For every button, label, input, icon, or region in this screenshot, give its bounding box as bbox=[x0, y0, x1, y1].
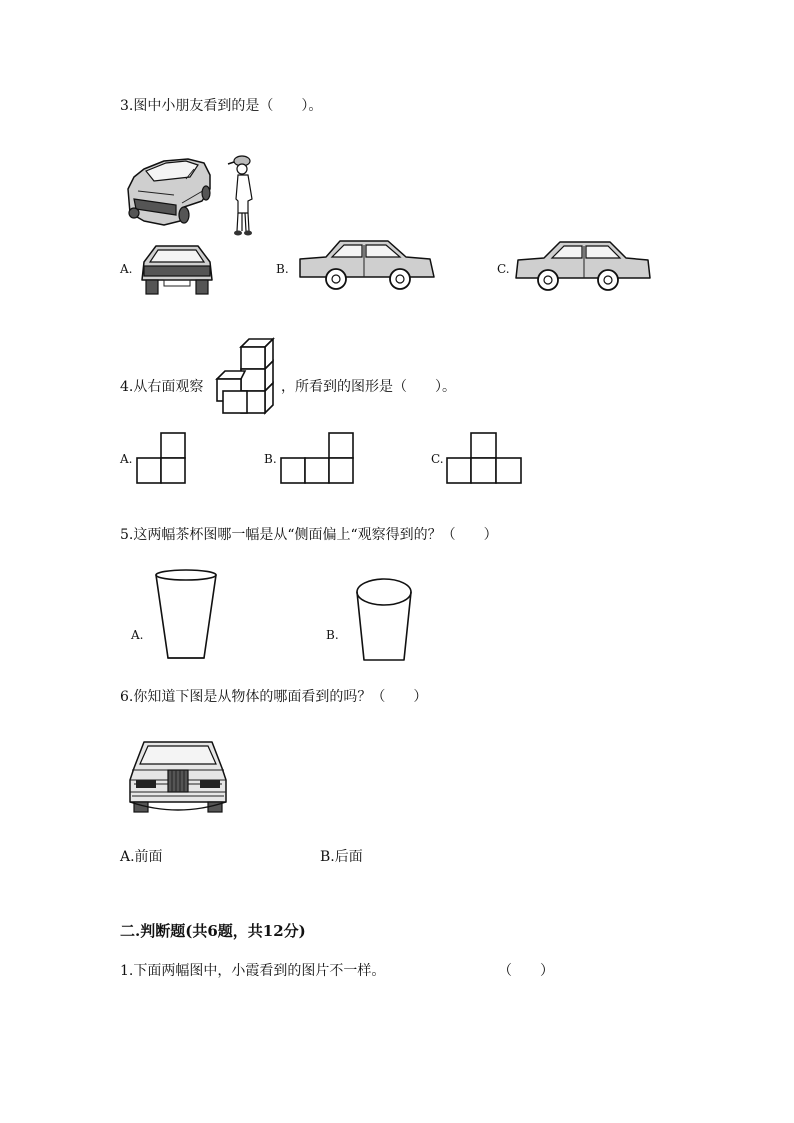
q4-option-c-label[interactable]: C. bbox=[431, 452, 444, 466]
question-6-text: 6.你知道下图是从物体的哪面看到的吗？（ ） bbox=[120, 689, 428, 705]
car-front-view-illustration bbox=[128, 736, 228, 816]
q4-option-b-label[interactable]: B. bbox=[264, 452, 277, 466]
perspective-car-illustration bbox=[124, 155, 214, 227]
q4-option-c-shape[interactable] bbox=[446, 432, 524, 486]
section-2-question-1-blank[interactable]: （ ） bbox=[498, 963, 554, 979]
q5-option-b-cup[interactable] bbox=[352, 574, 416, 664]
question-4-text-after: ，所看到的图形是（ ）。 bbox=[281, 379, 456, 395]
q5-option-a-cup[interactable] bbox=[150, 566, 222, 662]
q4-option-a-shape[interactable] bbox=[136, 432, 188, 486]
q5-option-a-label[interactable]: A. bbox=[131, 628, 144, 642]
q3-option-b-label[interactable]: B. bbox=[276, 262, 289, 276]
q3-option-a-label[interactable]: A. bbox=[120, 262, 133, 276]
q6-option-a[interactable]: A.前面 bbox=[120, 849, 163, 865]
q4-option-b-shape[interactable] bbox=[280, 432, 356, 486]
q4-option-a-label[interactable]: A. bbox=[120, 452, 133, 466]
section-2-question-1-text: 1.下面两幅图中，小霞看到的图片不一样。 bbox=[120, 963, 386, 979]
q6-option-b[interactable]: B.后面 bbox=[320, 849, 363, 865]
section-2-heading: 二.判断题(共6题，共12分) bbox=[120, 922, 306, 940]
child-figure-illustration bbox=[230, 155, 260, 237]
q3-option-a-car-front-view[interactable] bbox=[140, 240, 214, 296]
cube-stack-illustration bbox=[215, 335, 277, 417]
question-5-text: 5.这两幅茶杯图哪一幅是从“侧面偏上“观察得到的？（ ） bbox=[120, 527, 498, 543]
q3-option-c-label[interactable]: C. bbox=[497, 262, 510, 276]
q3-option-b-car-side-view[interactable] bbox=[296, 237, 436, 291]
question-4-text-before: 4.从右面观察 bbox=[120, 379, 204, 395]
q5-option-b-label[interactable]: B. bbox=[326, 628, 339, 642]
q3-option-c-car-side-view[interactable] bbox=[514, 238, 654, 292]
question-3-text: 3.图中小朋友看到的是（ ）。 bbox=[120, 98, 323, 114]
